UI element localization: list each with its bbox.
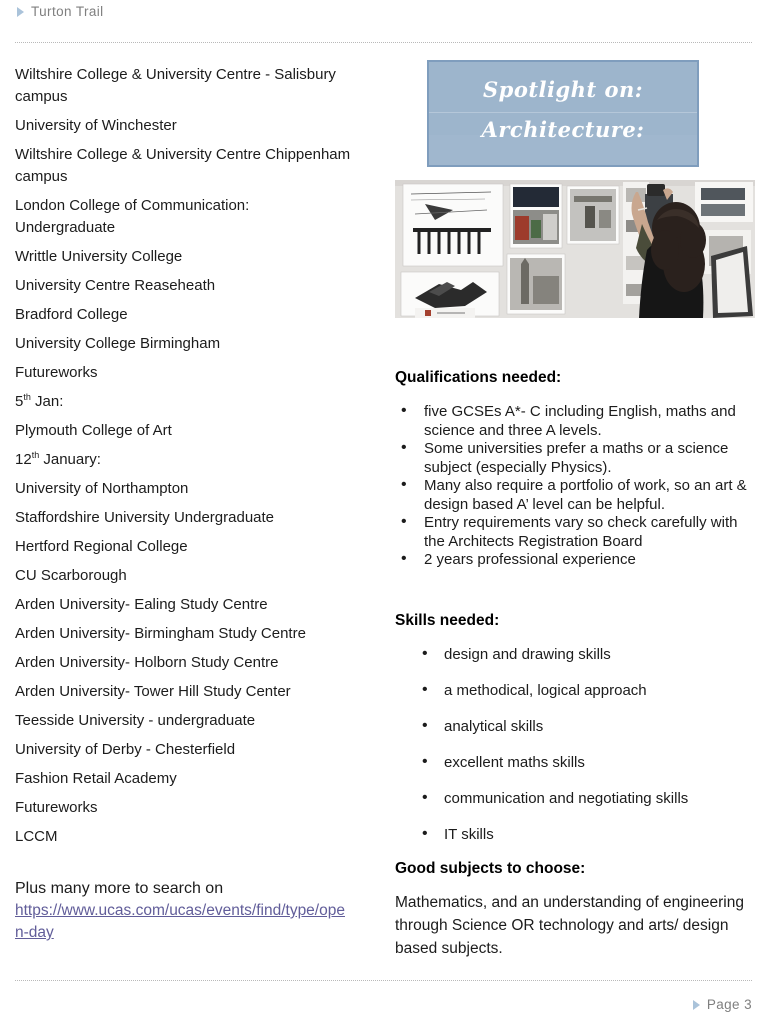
list-item: Staffordshire University Undergraduate: [15, 509, 275, 526]
list-item: LCCM: [15, 828, 58, 845]
ucas-open-day-link[interactable]: https://www.ucas.com/ucas/events/find/type/open-day: [15, 902, 345, 941]
list-item: Hertford Regional College: [15, 538, 188, 555]
qualification-item: • Entry requirements vary so check carefully with the Architects Registration Board: [395, 514, 755, 551]
skills-list: [395, 644, 755, 845]
list-item: University Centre Reaseheath: [15, 277, 216, 294]
skill-item: • a methodical, logical approach: [422, 680, 755, 701]
spotlight-title-line2: Architecture:: [481, 117, 645, 142]
bottom-divider: [15, 980, 752, 981]
list-item: Arden University- Holborn Study Centre: [15, 654, 279, 671]
list-item: Arden University- Tower Hill Study Center: [15, 683, 291, 700]
open-days-list: [15, 64, 351, 944]
list-item: London College of Communication: Undergraduate: [15, 197, 250, 236]
spotlight-banner: [427, 60, 699, 167]
qualification-item: • five GCSEs A*- C including English, maths and science and three A levels.: [395, 403, 755, 440]
list-item: Arden University- Birmingham Study Centre: [15, 625, 306, 642]
page-number: Page 3: [706, 997, 752, 1012]
page-footer: [693, 997, 752, 1012]
list-item: 5th Jan:: [15, 392, 64, 410]
list-item: Wiltshire College & University Centre Chippenham campus: [15, 146, 351, 185]
list-item: University of Derby - Chesterfield: [15, 741, 236, 758]
qualification-item: • 2 years professional experience: [395, 551, 755, 570]
page-title: Turton Trail: [31, 4, 104, 19]
spotlight-column: [395, 60, 755, 960]
list-item: Writtle University College: [15, 248, 183, 265]
good-subjects-heading: Good subjects to choose:: [395, 859, 586, 877]
skill-item: • IT skills: [422, 824, 755, 845]
page-header: [17, 4, 104, 19]
list-item: Plymouth College of Art: [15, 422, 172, 439]
list-item: University of Winchester: [15, 117, 177, 134]
photo-illustration: [395, 180, 755, 318]
list-item: Bradford College: [15, 306, 128, 323]
good-subjects-text: Mathematics, and an understanding of engineering through Science OR technology and arts/ design based subjects.: [395, 893, 744, 957]
skill-item: • communication and negotiating skills: [422, 788, 755, 809]
list-item: Wiltshire College & University Centre - Salisbury campus: [15, 66, 336, 105]
qualifications-list: [395, 403, 755, 570]
list-item: Arden University- Ealing Study Centre: [15, 596, 268, 613]
list-item: Futureworks: [15, 364, 98, 381]
top-divider: [15, 42, 752, 43]
list-item: Fashion Retail Academy: [15, 770, 177, 787]
qualifications-heading: Qualifications needed:: [395, 369, 562, 386]
qualification-item: • Many also require a portfolio of work, so an art & design based A’ level can be helpful.: [395, 477, 755, 514]
list-item: Teesside University - undergraduate: [15, 712, 256, 729]
skill-item: • design and drawing skills: [422, 644, 755, 665]
more-to-search-text: Plus many more to search on: [15, 880, 224, 897]
list-item: 12th January:: [15, 450, 101, 468]
list-item: Futureworks: [15, 799, 98, 816]
spotlight-title-line1: Spotlight on:: [429, 77, 697, 113]
architecture-studio-photo: [395, 180, 755, 318]
list-item: CU Scarborough: [15, 567, 127, 584]
skill-item: • excellent maths skills: [422, 752, 755, 773]
list-item: University of Northampton: [15, 480, 189, 497]
skills-heading: Skills needed:: [395, 611, 500, 629]
qualification-item: • Some universities prefer a maths or a science subject (especially Physics).: [395, 440, 755, 477]
list-item: University College Birmingham: [15, 335, 221, 352]
header-arrow-icon: [17, 7, 24, 17]
skill-item: • analytical skills: [422, 716, 755, 737]
footer-arrow-icon: [693, 1000, 700, 1010]
